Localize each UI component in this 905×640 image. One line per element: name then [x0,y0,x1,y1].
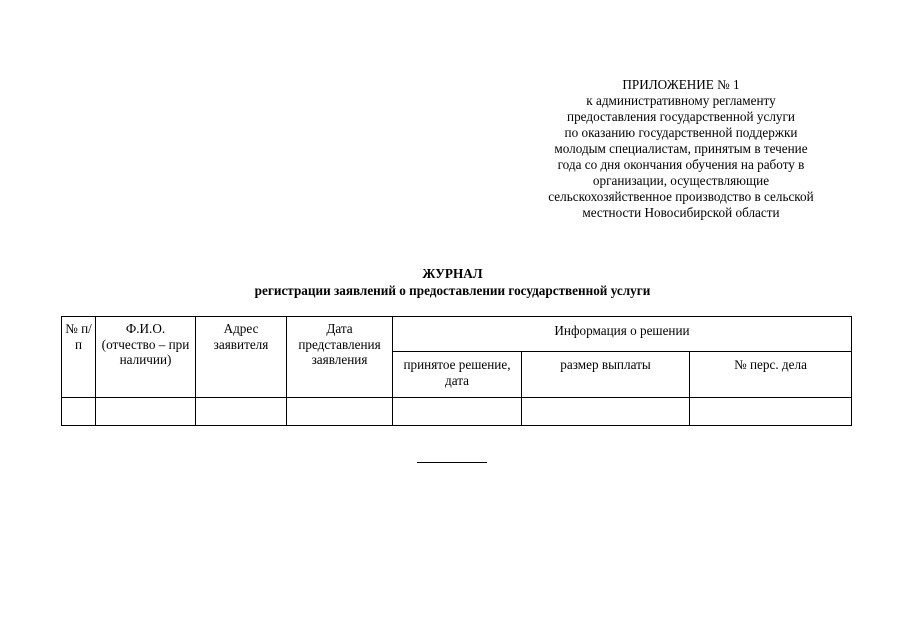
footer-divider [417,462,487,463]
journal-title: ЖУРНАЛ [422,266,483,281]
appendix-block [520,77,842,221]
table-row [62,398,852,426]
table-cell [62,398,96,426]
header-decision-group: Информация о решении [393,317,852,352]
appendix-line: ПРИЛОЖЕНИЕ № 1 [622,77,740,92]
appendix-line: по оказанию государственной поддержки [564,125,798,140]
header-fio: Ф.И.О. (отчество – при наличии) [96,317,196,398]
header-number: № п/п [62,317,96,398]
appendix-line: к административному регламенту [586,93,776,108]
table-cell [522,398,690,426]
header-decision: принятое решение, дата [393,352,522,398]
appendix-line: сельскохозяйственное производство в сельской [548,189,814,204]
table-cell [393,398,522,426]
header-payment: размер выплаты [522,352,690,398]
appendix-line: года со дня окончания обучения на работу в [557,157,805,172]
table-cell [690,398,852,426]
table-cell [287,398,393,426]
registration-table [61,316,852,426]
table-cell [96,398,196,426]
header-case-number: № перс. дела [690,352,852,398]
journal-heading [0,265,905,299]
table-cell [196,398,287,426]
appendix-line: организации, осуществляющие [592,173,770,188]
appendix-line: местности Новосибирской области [582,205,780,220]
appendix-line: молодым специалистам, принятым в течение [554,141,808,156]
table-header-row [62,317,852,352]
appendix-line: предоставления государственной услуги [567,109,795,124]
header-address: Адрес заявителя [196,317,287,398]
header-date: Дата представления заявления [287,317,393,398]
journal-subtitle: регистрации заявлений о предоставлении государственной услуги [254,283,651,298]
